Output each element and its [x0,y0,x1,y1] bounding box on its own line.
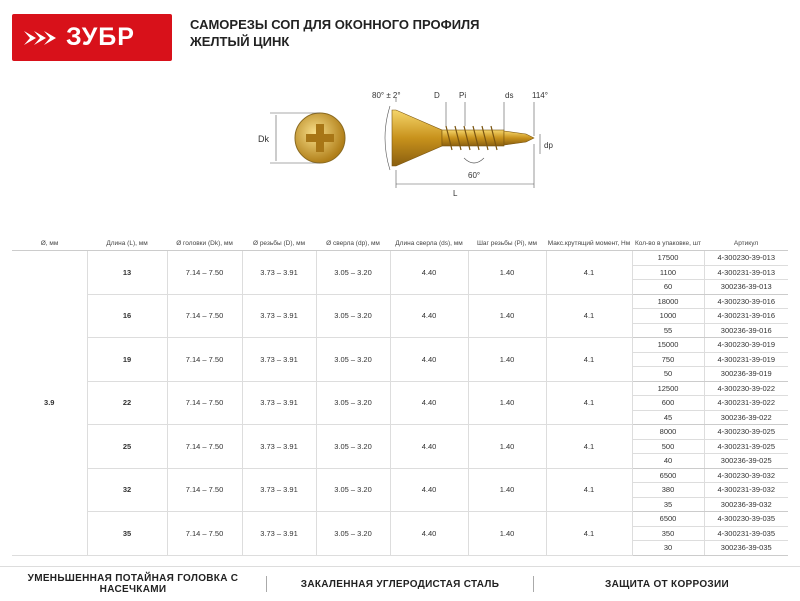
pack-qty-cell: 6500 [632,468,704,483]
pitch-cell: 1.40 [468,251,546,295]
head-diameter-cell: 7.14 – 7.50 [167,251,242,295]
screw-side-view [372,91,553,198]
screw-drawing [250,84,580,204]
pitch-cell: 1.40 [468,468,546,512]
thread-diameter-cell: 3.73 – 3.91 [242,425,316,469]
drill-diameter-cell: 3.05 – 3.20 [316,381,390,425]
table-row [12,294,788,309]
drill-length-cell: 4.40 [390,294,468,338]
table-row [12,468,788,483]
table-row [12,251,788,266]
article-cell: 300236-39-035 [704,541,788,556]
drill-length-cell: 4.40 [390,251,468,295]
col-drill-length: Длина сверла (ds), мм [390,236,468,251]
pack-qty-cell: 50 [632,367,704,382]
article-cell: 4-300231-39-022 [704,396,788,411]
pack-qty-cell: 600 [632,396,704,411]
ds-label: ds [505,91,514,100]
drill-diameter-cell: 3.05 – 3.20 [316,425,390,469]
thread-diameter-cell: 3.73 – 3.91 [242,294,316,338]
dk-label: Dk [258,134,269,144]
pack-qty-cell: 45 [632,410,704,425]
pack-qty-cell: 60 [632,280,704,295]
col-length: Длина (L), мм [87,236,167,251]
article-cell: 4-300231-39-032 [704,483,788,498]
length-cell: 22 [87,381,167,425]
table-row [12,425,788,440]
torque-cell: 4.1 [546,338,632,382]
feature-head: УМЕНЬШЕННАЯ ПОТАЙНАЯ ГОЛОВКА С НАСЕЧКАМИ [27,573,239,595]
thread-diameter-cell: 3.73 – 3.91 [242,468,316,512]
pitch-cell: 1.40 [468,294,546,338]
pack-qty-cell: 40 [632,454,704,469]
d-label: D [434,91,440,100]
article-cell: 300236-39-025 [704,454,788,469]
pack-qty-cell: 12500 [632,381,704,396]
pack-qty-cell: 1100 [632,265,704,280]
length-cell: 35 [87,512,167,556]
thread-diameter-cell: 3.73 – 3.91 [242,338,316,382]
col-article: Артикул [704,236,788,251]
title-line-1: САМОРЕЗЫ СОП ДЛЯ ОКОННОГО ПРОФИЛЯ [190,17,480,32]
title-line-2: ЖЕЛТЫЙ ЦИНК [190,34,290,49]
drill-length-cell: 4.40 [390,338,468,382]
torque-cell: 4.1 [546,251,632,295]
article-cell: 4-300230-39-019 [704,338,788,353]
pitch-cell: 1.40 [468,381,546,425]
head-diameter-cell: 7.14 – 7.50 [167,381,242,425]
zubr-arrow-icon [22,23,60,53]
col-thread: Ø резьбы (D), мм [242,236,316,251]
pack-qty-cell: 500 [632,439,704,454]
article-cell: 4-300230-39-013 [704,251,788,266]
feature-corrosion: ЗАЩИТА ОТ КОРРОЗИИ [605,578,729,590]
article-cell: 4-300231-39-016 [704,309,788,324]
pack-qty-cell: 55 [632,323,704,338]
thread-angle-label: 60° [468,171,481,180]
screw-head-view [258,113,345,163]
length-label: L [453,189,458,198]
drill-length-cell: 4.40 [390,425,468,469]
pitch-cell: 1.40 [468,425,546,469]
article-cell: 4-300231-39-013 [704,265,788,280]
spec-table [12,236,788,556]
drill-length-cell: 4.40 [390,468,468,512]
col-diameter: Ø, мм [12,236,87,251]
diameter-cell: 3.9 [12,251,87,556]
col-pack: Кол-во в упаковке, шт [632,236,704,251]
length-cell: 32 [87,468,167,512]
pack-qty-cell: 350 [632,526,704,541]
head-diameter-cell: 7.14 – 7.50 [167,468,242,512]
head-angle-label: 80° ± 2° [372,91,401,100]
pack-qty-cell: 8000 [632,425,704,440]
col-pitch: Шаг резьбы (Pi), мм [468,236,546,251]
torque-cell: 4.1 [546,294,632,338]
col-torque: Макс.крутящий момент, Нм [546,236,632,251]
article-cell: 4-300230-39-022 [704,381,788,396]
tip-angle-label: 114° [532,91,548,100]
spec-header-row [12,236,788,251]
drill-diameter-cell: 3.05 – 3.20 [316,338,390,382]
pack-qty-cell: 18000 [632,294,704,309]
pack-qty-cell: 30 [632,541,704,556]
brand-logo [12,14,172,61]
article-cell: 300236-39-019 [704,367,788,382]
pitch-cell: 1.40 [468,512,546,556]
drill-length-cell: 4.40 [390,512,468,556]
head-diameter-cell: 7.14 – 7.50 [167,512,242,556]
brand-name: ЗУБР [66,23,135,51]
table-row [12,338,788,353]
pitch-cell: 1.40 [468,338,546,382]
pack-qty-cell: 35 [632,497,704,512]
pi-label: Pi [459,91,467,100]
pack-qty-cell: 15000 [632,338,704,353]
torque-cell: 4.1 [546,468,632,512]
features-bar [0,566,800,601]
length-cell: 13 [87,251,167,295]
col-drill: Ø сверла (dp), мм [316,236,390,251]
article-cell: 4-300231-39-019 [704,352,788,367]
article-cell: 300236-39-016 [704,323,788,338]
drill-diameter-cell: 3.05 – 3.20 [316,512,390,556]
torque-cell: 4.1 [546,425,632,469]
drill-diameter-cell: 3.05 – 3.20 [316,294,390,338]
spec-body [12,251,788,556]
article-cell: 4-300230-39-016 [704,294,788,309]
article-cell: 300236-39-032 [704,497,788,512]
table-row [12,381,788,396]
torque-cell: 4.1 [546,512,632,556]
article-cell: 4-300230-39-032 [704,468,788,483]
article-cell: 4-300231-39-025 [704,439,788,454]
length-cell: 25 [87,425,167,469]
product-title [190,16,480,50]
dp-label: dp [544,141,553,150]
pack-qty-cell: 17500 [632,251,704,266]
head-diameter-cell: 7.14 – 7.50 [167,338,242,382]
drill-length-cell: 4.40 [390,381,468,425]
pack-qty-cell: 6500 [632,512,704,527]
table-row [12,512,788,527]
length-cell: 19 [87,338,167,382]
head-diameter-cell: 7.14 – 7.50 [167,294,242,338]
torque-cell: 4.1 [546,381,632,425]
col-head: Ø головки (Dk), мм [167,236,242,251]
pack-qty-cell: 750 [632,352,704,367]
feature-steel: ЗАКАЛЕННАЯ УГЛЕРОДИСТАЯ СТАЛЬ [300,578,500,590]
article-cell: 300236-39-013 [704,280,788,295]
pack-qty-cell: 1000 [632,309,704,324]
thread-diameter-cell: 3.73 – 3.91 [242,512,316,556]
article-cell: 4-300230-39-025 [704,425,788,440]
length-cell: 16 [87,294,167,338]
pack-qty-cell: 380 [632,483,704,498]
article-cell: 4-300231-39-035 [704,526,788,541]
article-cell: 300236-39-022 [704,410,788,425]
article-cell: 4-300230-39-035 [704,512,788,527]
drill-diameter-cell: 3.05 – 3.20 [316,468,390,512]
head-diameter-cell: 7.14 – 7.50 [167,425,242,469]
thread-diameter-cell: 3.73 – 3.91 [242,251,316,295]
drill-diameter-cell: 3.05 – 3.20 [316,251,390,295]
thread-diameter-cell: 3.73 – 3.91 [242,381,316,425]
